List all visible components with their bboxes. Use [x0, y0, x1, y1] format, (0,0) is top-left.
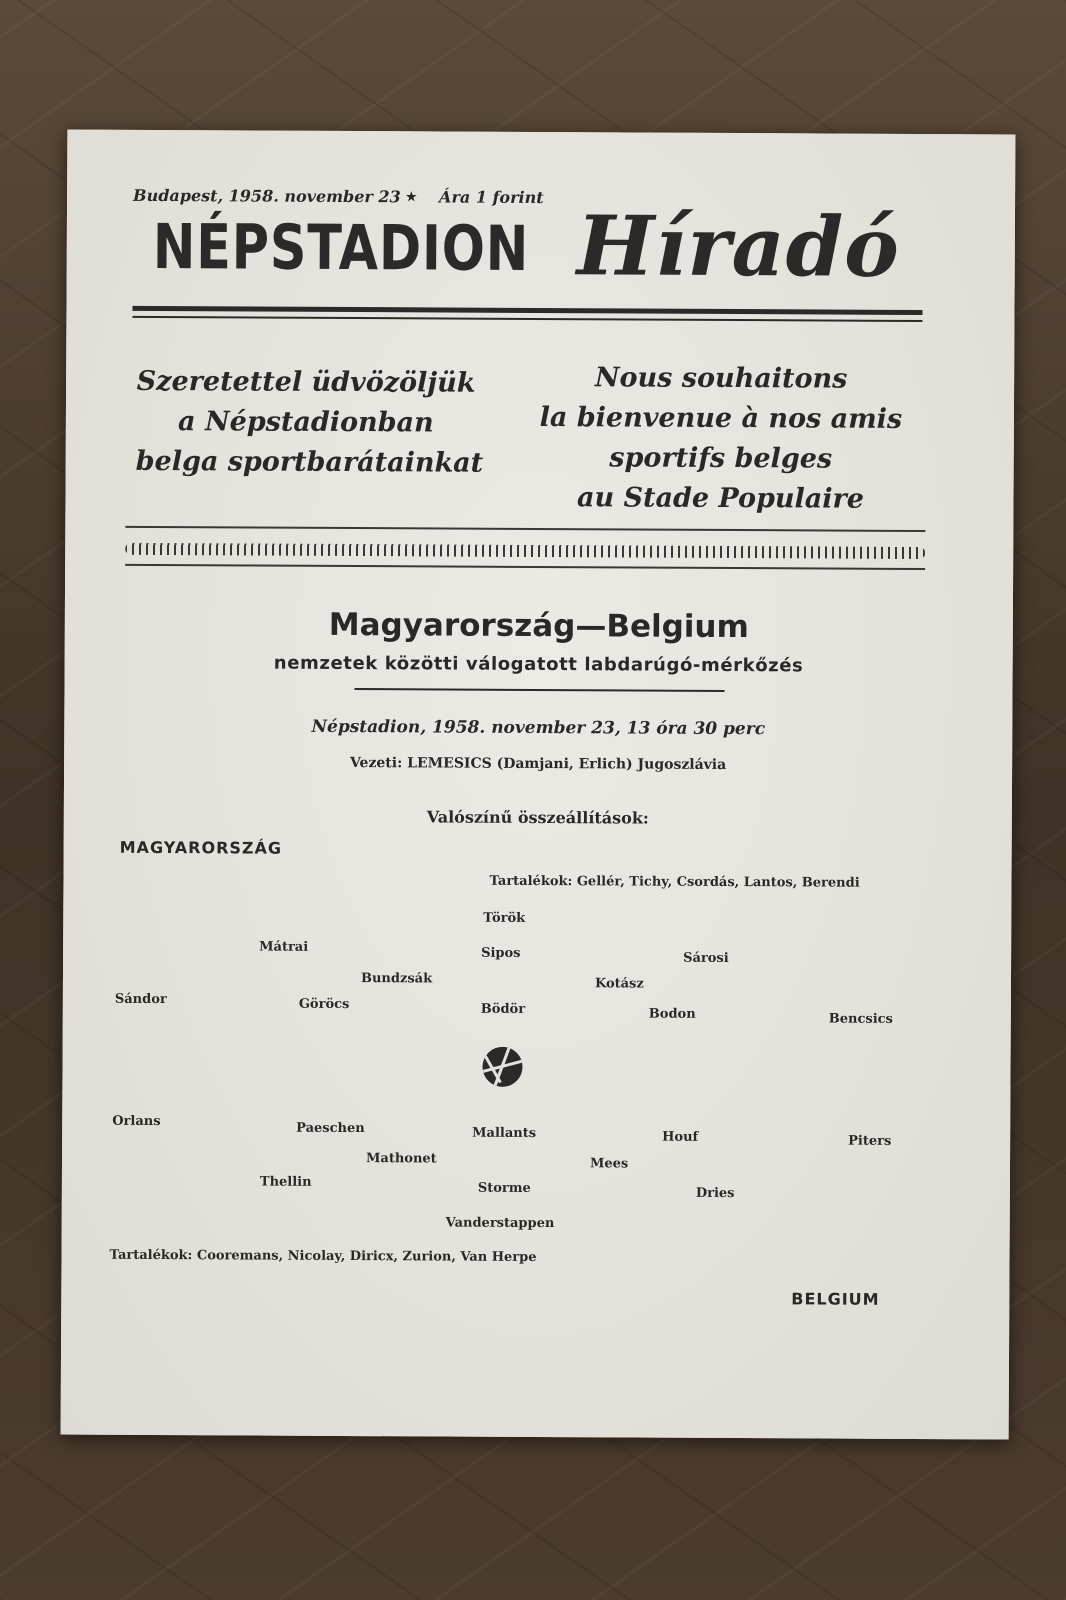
reserves-belgium: Tartalékok: Cooremans, Nicolay, Diricx, Zurion, Van Herpe	[109, 1247, 537, 1265]
match-venue: Népstadion, 1958. november 23, 13 óra 30 perc	[311, 716, 766, 740]
welcome-hungarian	[135, 362, 484, 484]
player-belgium: Storme	[477, 1180, 531, 1196]
player-hungary: Bencsics	[828, 1011, 893, 1027]
program-sheet	[61, 130, 1016, 1440]
reserves-hungary: Tartalékok: Gellér, Tichy, Csordás, Lantos, Berendi	[489, 873, 860, 891]
welcome-fr-line: la bienvenue à nos amis	[539, 402, 903, 435]
ornament-rule-top	[125, 526, 925, 532]
player-hungary: Bödör	[480, 1001, 526, 1017]
player-hungary: Bodon	[648, 1006, 696, 1022]
masthead-nepstadion: NÉPSTADION	[152, 209, 530, 285]
player-belgium: Piters	[848, 1133, 892, 1149]
player-belgium: Orlans	[112, 1113, 161, 1130]
player-hungary: Sipos	[481, 945, 521, 961]
player-belgium: Paeschen	[296, 1120, 365, 1137]
player-belgium: Mathonet	[365, 1151, 437, 1167]
player-belgium: Thellin	[259, 1174, 312, 1190]
masthead-rule	[132, 306, 922, 315]
welcome-fr-line: sportifs belges	[609, 442, 833, 475]
welcome-hu-line: a Népstadionban	[178, 406, 434, 439]
match-referee: Vezeti: LEMESICS (Damjani, Erlich) Jugoszlávia	[349, 755, 727, 773]
welcome-fr-line: Nous souhaitons	[594, 362, 848, 395]
player-belgium: Vanderstappen	[445, 1215, 555, 1232]
team-label-hungary: MAGYARORSZÁG	[119, 837, 283, 858]
match-title: Magyarország—Belgium	[328, 606, 749, 646]
team-label-belgium: BELGIUM	[791, 1289, 880, 1309]
match-subtitle: nemzetek közötti válogatott labdarúgó-mérkőzés	[273, 652, 804, 677]
subtitle-rule	[354, 688, 724, 692]
football-icon	[482, 1047, 522, 1087]
masthead-rule-thin	[132, 316, 922, 322]
masthead-hirado: Híradó	[576, 198, 901, 296]
welcome-hu-line: belga sportbarátainkat	[135, 445, 484, 479]
player-belgium: Mees	[589, 1156, 629, 1172]
player-hungary: Mátrai	[259, 939, 309, 955]
player-belgium: Houf	[662, 1129, 699, 1145]
player-hungary: Kotász	[594, 976, 644, 992]
welcome-hu-line: Szeretettel üdvözöljük	[136, 365, 476, 399]
player-belgium: Dries	[695, 1185, 735, 1202]
player-hungary: Göröcs	[298, 996, 350, 1013]
star-separator: ★	[405, 189, 418, 206]
price: Ára 1 forint	[439, 187, 544, 208]
player-hungary: Sándor	[114, 991, 167, 1008]
player-hungary: Török	[483, 910, 526, 926]
player-hungary: Sárosi	[683, 950, 729, 967]
welcome-french	[535, 358, 906, 520]
ornament-rule-bottom	[125, 564, 925, 570]
dateline: Budapest, 1958. november 23	[133, 185, 401, 207]
player-belgium: Mallants	[472, 1125, 537, 1141]
welcome-fr-line: au Stade Populaire	[576, 482, 865, 515]
player-hungary: Bundzsák	[360, 971, 433, 987]
ornamental-border	[125, 543, 925, 559]
lineups-heading: Valószínű összeállítások:	[426, 807, 649, 828]
